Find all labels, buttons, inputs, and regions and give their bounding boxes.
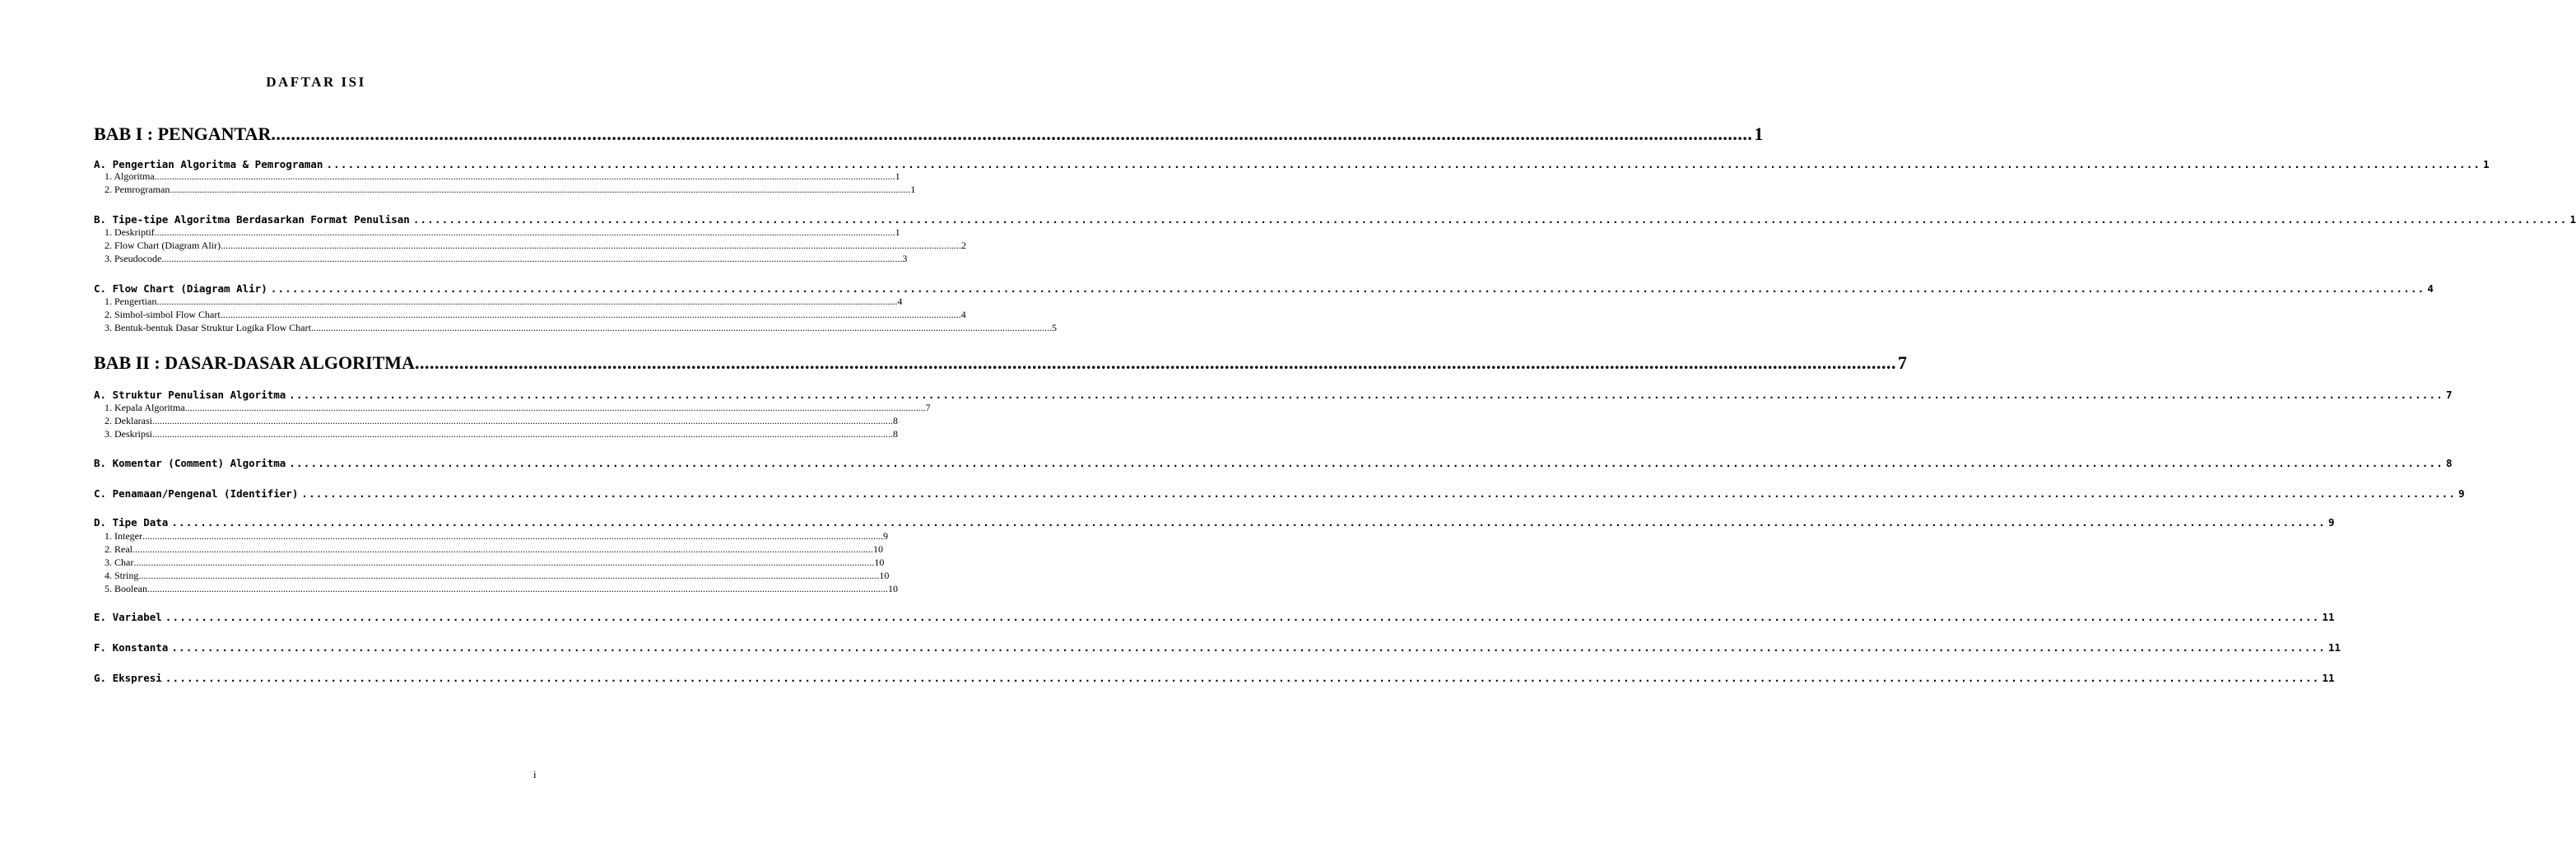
dot-leader: ............................................................................................................................................................................................................................................................................................................ <box>170 184 911 195</box>
toc-entry-label: BAB II : DASAR-DASAR ALGORITMA <box>94 352 415 373</box>
toc-item <box>105 322 1057 334</box>
dot-leader: ............................................................................................................................................................................................................................................................................................................ <box>165 611 2320 623</box>
dot-leader: ............................................................................................................................................................................................................................................................................................................ <box>138 570 880 581</box>
toc-entry-page: 4 <box>2427 282 2434 295</box>
dot-leader: ............................................................................................................................................................................................................................................................................................................ <box>161 253 903 264</box>
toc-entry-page: 10 <box>874 557 885 568</box>
toc-entry-page: 10 <box>879 570 890 581</box>
toc-entry-label: 2. Deklarasi <box>105 415 152 426</box>
toc-entry-label: B. Komentar (Comment) Algoritma <box>94 457 286 469</box>
toc-item <box>105 170 900 183</box>
toc-entry-page: 7 <box>1897 352 1907 373</box>
dot-leader: ............................................................................................................................................................................................................................................................................................................ <box>271 123 1753 144</box>
toc-entry-label: F. Konstanta <box>94 641 169 654</box>
dot-leader: ............................................................................................................................................................................................................................................................................................................ <box>133 557 875 568</box>
toc-entry-label: C. Flow Chart (Diagram Alir) <box>94 282 267 295</box>
toc-entry-page: 8 <box>892 415 898 426</box>
toc-entry-page: 11 <box>2328 641 2341 654</box>
toc-entry-page: 3 <box>902 253 908 264</box>
toc-section <box>94 610 2335 624</box>
toc-section <box>94 515 2335 529</box>
toc-section <box>94 640 2341 654</box>
toc-entry-page: 5 <box>1051 322 1057 333</box>
toc-entry-label: 3. Bentuk-bentuk Dasar Struktur Logika Flow Chart <box>105 322 311 333</box>
toc-chapter <box>94 351 1907 375</box>
toc-item <box>105 428 898 440</box>
dot-leader: ............................................................................................................................................................................................................................................................................................................ <box>147 583 888 594</box>
toc-section <box>94 388 2453 402</box>
dot-leader: ............................................................................................................................................................................................................................................................................................................ <box>151 415 893 426</box>
toc-entry-label: 3. Pseudocode <box>105 253 162 264</box>
toc-entry-label: E. Variabel <box>94 611 162 623</box>
toc-entry-label: 1. Algoritma <box>105 170 155 182</box>
toc-item <box>105 296 903 308</box>
toc-entry-label: 3. Char <box>105 557 134 568</box>
toc-item <box>105 253 908 265</box>
toc-entry-page: 4 <box>897 296 903 307</box>
toc-entry-label: D. Tipe Data <box>94 516 169 529</box>
toc-entry-page: 4 <box>960 309 966 320</box>
toc-section <box>94 456 2453 470</box>
toc-item <box>105 543 883 556</box>
dot-leader: ............................................................................................................................................................................................................................................................................................................ <box>152 428 893 440</box>
toc-entry-page: 1 <box>2483 158 2490 170</box>
toc-entry-label: A. Struktur Penulisan Algoritma <box>94 389 286 401</box>
toc-entry-label: 1. Deskriptif <box>105 226 155 238</box>
toc-entry-page: 2 <box>960 240 966 251</box>
toc-item <box>105 309 966 321</box>
dot-leader: ............................................................................................................................................................................................................................................................................................................ <box>289 457 2443 469</box>
toc-entry-label: 5. Boolean <box>105 583 147 594</box>
toc-entry-label: 1. Integer <box>105 530 142 542</box>
dot-leader: ............................................................................................................................................................................................................................................................................................................ <box>220 240 961 251</box>
dot-leader: ............................................................................................................................................................................................................................................................................................................ <box>171 641 2327 654</box>
toc-item <box>105 184 916 196</box>
toc-section <box>94 212 2576 226</box>
toc-entry-label: 3. Deskripsi <box>105 428 152 440</box>
dot-leader: ............................................................................................................................................................................................................................................................................................................ <box>326 158 2481 170</box>
dot-leader: ............................................................................................................................................................................................................................................................................................................ <box>171 516 2327 529</box>
toc-entry-label: 2. Flow Chart (Diagram Alir) <box>105 240 221 251</box>
dot-leader: ............................................................................................................................................................................................................................................................................................................ <box>156 296 898 307</box>
toc-entry-page: 9 <box>2328 516 2335 529</box>
dot-leader: ............................................................................................................................................................................................................................................................................................................ <box>412 213 2568 226</box>
dot-leader: ............................................................................................................................................................................................................................................................................................................ <box>133 543 873 555</box>
dot-leader: ............................................................................................................................................................................................................................................................................................................ <box>154 170 895 182</box>
toc-section <box>94 487 2465 501</box>
toc-entry-label: A. Pengertian Algoritma & Pemrograman <box>94 158 323 170</box>
dot-leader: ............................................................................................................................................................................................................................................................................................................ <box>154 226 895 238</box>
toc-entry-label: 4. String <box>105 570 139 581</box>
toc-entry-page: 9 <box>882 530 888 542</box>
dot-leader: ............................................................................................................................................................................................................................................................................................................ <box>165 672 2320 684</box>
toc-entry-label: 2. Simbol-simbol Flow Chart <box>105 309 221 320</box>
dot-leader: ............................................................................................................................................................................................................................................................................................................ <box>289 389 2443 401</box>
toc-item <box>105 530 888 543</box>
toc-item <box>105 415 898 427</box>
dot-leader: ............................................................................................................................................................................................................................................................................................................ <box>310 322 1052 333</box>
toc-chapter <box>94 122 1764 147</box>
toc-entry-page: 8 <box>893 428 898 440</box>
dot-leader: ............................................................................................................................................................................................................................................................................................................ <box>184 402 926 413</box>
toc-section <box>94 671 2335 685</box>
toc-entry-page: 10 <box>873 543 883 555</box>
toc-entry-page: 1 <box>2569 213 2576 226</box>
toc-entry-page: 1 <box>895 170 900 182</box>
toc-entry-page: 7 <box>925 402 931 413</box>
toc-item <box>105 557 885 569</box>
toc-entry-label: 1. Kepala Algoritma <box>105 402 185 413</box>
dot-leader: ............................................................................................................................................................................................................................................................................................................ <box>270 282 2425 295</box>
toc-section <box>94 282 2434 296</box>
toc-entry-label: 1. Pengertian <box>105 296 157 307</box>
toc-section <box>94 157 2490 171</box>
toc-entry-page: 1 <box>895 226 900 238</box>
toc-entry-page: 1 <box>910 184 916 195</box>
toc-entry-label: BAB I : PENGANTAR <box>94 123 272 144</box>
dot-leader: ............................................................................................................................................................................................................................................................................................................ <box>142 530 883 542</box>
toc-entry-page: 1 <box>1754 123 1764 144</box>
toc-item <box>105 240 966 252</box>
dot-leader: ............................................................................................................................................................................................................................................................................................................ <box>414 352 1896 373</box>
toc-entry-page: 11 <box>2322 672 2335 684</box>
page-title: DAFTAR ISI <box>266 74 366 90</box>
toc-entry-page: 10 <box>888 583 898 594</box>
dot-leader: ............................................................................................................................................................................................................................................................................................................ <box>220 309 961 320</box>
toc-item <box>105 570 890 582</box>
toc-entry-label: G. Ekspresi <box>94 672 162 684</box>
toc-entry-page: 8 <box>2446 457 2453 469</box>
toc-entry-label: 2. Pemrograman <box>105 184 170 195</box>
toc-item <box>105 402 931 414</box>
toc-entry-label: C. Penamaan/Pengenal (Identifier) <box>94 487 299 500</box>
toc-entry-label: 2. Real <box>105 543 133 555</box>
toc-entry-page: 9 <box>2458 487 2465 500</box>
toc-entry-page: 7 <box>2446 389 2453 401</box>
dot-leader: ............................................................................................................................................................................................................................................................................................................ <box>301 487 2457 500</box>
toc-entry-label: B. Tipe-tipe Algoritma Berdasarkan Format Penulisan <box>94 213 410 226</box>
toc-item <box>105 226 900 239</box>
toc-item <box>105 583 898 595</box>
page-number: i <box>533 768 537 780</box>
toc-entry-page: 11 <box>2322 611 2335 623</box>
